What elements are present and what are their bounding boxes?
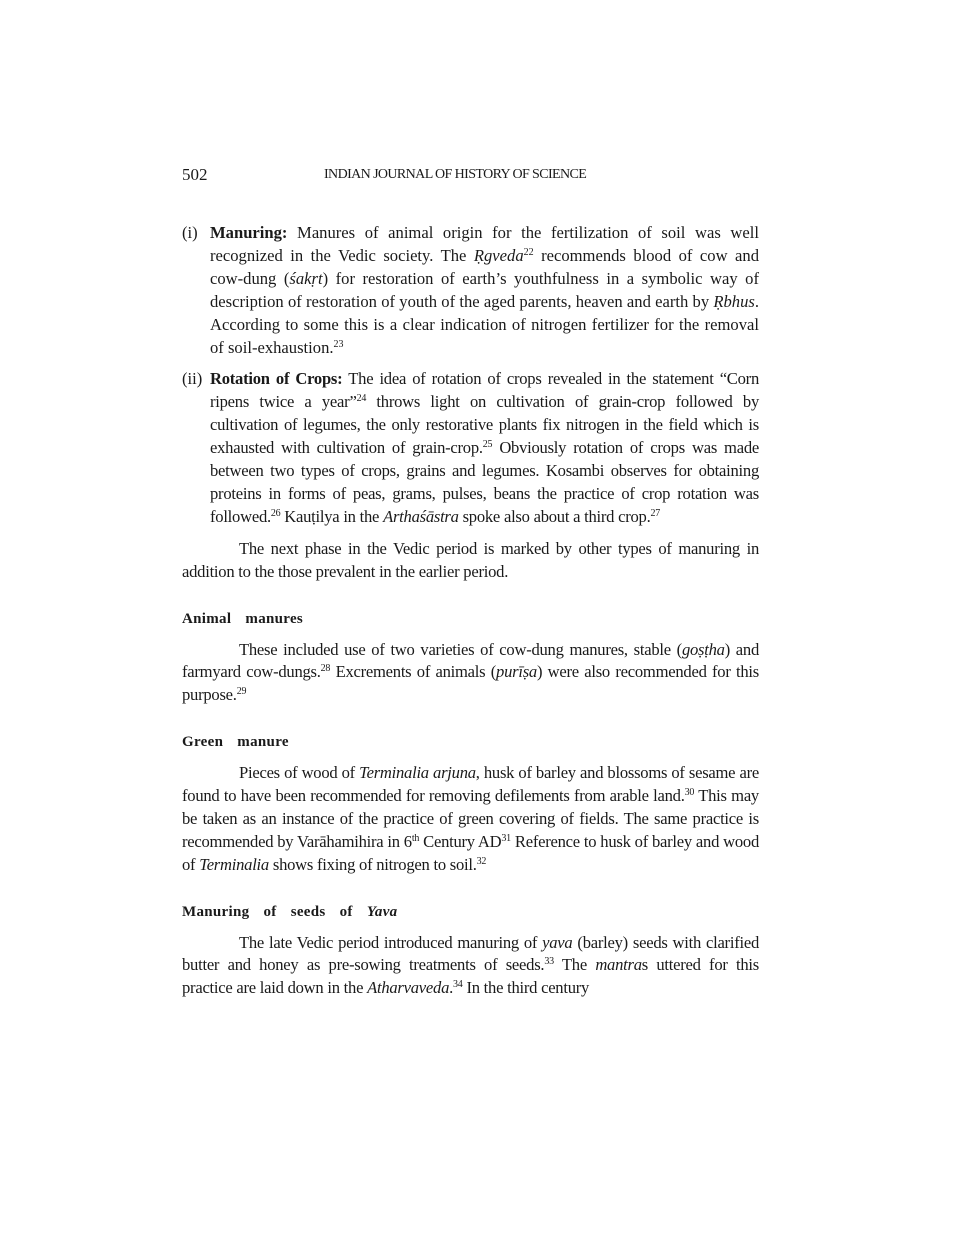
italic-term: goṣṭha bbox=[681, 639, 725, 659]
text-run: The bbox=[553, 955, 596, 975]
footnote-ref: 26 bbox=[270, 507, 281, 519]
italic-term: Terminalia bbox=[199, 854, 269, 874]
list-item-text bbox=[210, 368, 759, 528]
paragraph-manuring-of-seeds bbox=[182, 932, 759, 1001]
text-run: . According to some this is a clear indication of nitrogen fertilizer for the removal of soil-exhaustion. bbox=[210, 291, 759, 357]
text-run: These included use of two varieties of cow-dung manures, stable ( bbox=[239, 639, 682, 659]
italic-term: mantra bbox=[595, 955, 642, 975]
text-run: The idea of rotation of crops revealed in the statement “Corn ripens twice a year” bbox=[210, 369, 759, 412]
footnote-ref: 28 bbox=[320, 663, 331, 675]
text-run: , husk of barley and blossoms of sesame are found to have been recommended for removing defilements from arable land. bbox=[182, 763, 759, 806]
list-marker: (i) bbox=[182, 223, 198, 242]
text-run: ) for restoration of earth’s youthfulness in a symbolic way of description of restoration of youth of the aged parents, heaven and earth by bbox=[210, 268, 759, 311]
footnote-ref: 32 bbox=[476, 855, 487, 867]
section-heading-manuring-of-seeds bbox=[182, 901, 759, 924]
text-run: The late Vedic period introduced manuring of bbox=[239, 932, 543, 952]
italic-term: Yava bbox=[366, 903, 398, 920]
italic-term: śakṛt bbox=[289, 268, 323, 288]
footnote-ref: 31 bbox=[501, 832, 511, 844]
section-heading-animal-manures bbox=[182, 608, 759, 631]
italic-term: yava bbox=[542, 932, 573, 952]
text-run: . bbox=[449, 978, 454, 998]
list-marker: (ii) bbox=[182, 369, 203, 389]
text-run: Manures of animal origin for the fertilization of soil was well recognized in the Vedic society. The bbox=[210, 223, 759, 265]
italic-term: Ṛgveda bbox=[473, 245, 524, 265]
text-run: The next phase in the Vedic period is marked by other types of manuring in addition to the those prevalent in the earlier period. bbox=[182, 538, 759, 581]
footnote-ref: 23 bbox=[333, 338, 344, 350]
text-run: Century AD bbox=[419, 831, 502, 851]
text-run: ) and farmyard cow-dungs. bbox=[182, 639, 759, 682]
footnote-ref: 27 bbox=[650, 507, 660, 519]
footnote-ref: 34 bbox=[453, 979, 463, 991]
body-text bbox=[182, 222, 759, 1000]
text-run: s uttered for this practice are laid down in the bbox=[182, 955, 759, 998]
list-item-manuring bbox=[182, 222, 759, 359]
text-run: ) were also recommended for this purpose. bbox=[182, 662, 759, 705]
text-run: Excrements of animals ( bbox=[330, 662, 497, 682]
footnote-ref: 30 bbox=[684, 787, 695, 799]
text-run: Obviously rotation of crops was made between two types of crops, grains and legumes. Kosambi observes for obtaining proteins in forms of peas, grams, pulses, beans the practice of crop rotation was followed. bbox=[210, 438, 759, 526]
list-item-rotation-of-crops bbox=[182, 368, 759, 528]
intro-paragraph bbox=[182, 538, 759, 584]
footnote-ref: 24 bbox=[356, 393, 367, 405]
footnote-ref: 29 bbox=[236, 686, 247, 698]
text-run: (barley) seeds with clarified butter and honey as pre-sowing treatments of seeds. bbox=[182, 932, 759, 975]
text-run: throws light on cultivation of grain-crop followed by cultivation of legumes, the only restorative plants fix nitrogen in the field which is exhausted with cultivation of grain-crop. bbox=[210, 392, 759, 458]
italic-term: Ṛbhus bbox=[713, 291, 755, 311]
running-header bbox=[182, 165, 760, 187]
text-run: Pieces of wood of bbox=[239, 763, 360, 783]
paragraph-animal-manures bbox=[182, 639, 759, 708]
page-number: 502 bbox=[182, 165, 208, 184]
text-run: Kauṭilya in the bbox=[280, 506, 384, 526]
text-run: Animal manures bbox=[182, 610, 304, 627]
text-run: shows fixing of nitrogen to soil. bbox=[268, 854, 477, 874]
text-run: This may be taken as an instance of the practice of green covering of fields. The same practice is recommended by Varāhamihira in 6 bbox=[182, 786, 759, 851]
italic-term: Arthaśāstra bbox=[383, 506, 459, 526]
list-item-text bbox=[210, 222, 759, 359]
footnote-ref: 33 bbox=[544, 956, 554, 968]
text-run: Manuring of seeds of bbox=[182, 903, 367, 920]
footnote-ref: th bbox=[411, 832, 420, 844]
text-run: Green manure bbox=[182, 734, 289, 751]
italic-term: Atharvaveda bbox=[367, 978, 450, 998]
italic-term: Terminalia arjuna bbox=[359, 763, 476, 783]
italic-term: purīṣa bbox=[496, 662, 537, 682]
journal-title: INDIAN JOURNAL OF HISTORY OF SCIENCE bbox=[324, 167, 587, 182]
footnote-ref: 22 bbox=[523, 246, 534, 258]
bold-term: Manuring: bbox=[210, 223, 288, 242]
paragraph-green-manure bbox=[182, 762, 759, 877]
text-run: spoke also about a third crop. bbox=[458, 506, 651, 526]
text-run: In the third century bbox=[462, 978, 590, 998]
footnote-ref: 25 bbox=[482, 439, 493, 451]
bold-term: Rotation of Crops: bbox=[210, 369, 343, 389]
section-heading-green-manure bbox=[182, 731, 759, 754]
text-run: Reference to husk of barley and wood of bbox=[182, 831, 759, 874]
text-run: recommends blood of cow and cow-dung ( bbox=[210, 245, 759, 288]
